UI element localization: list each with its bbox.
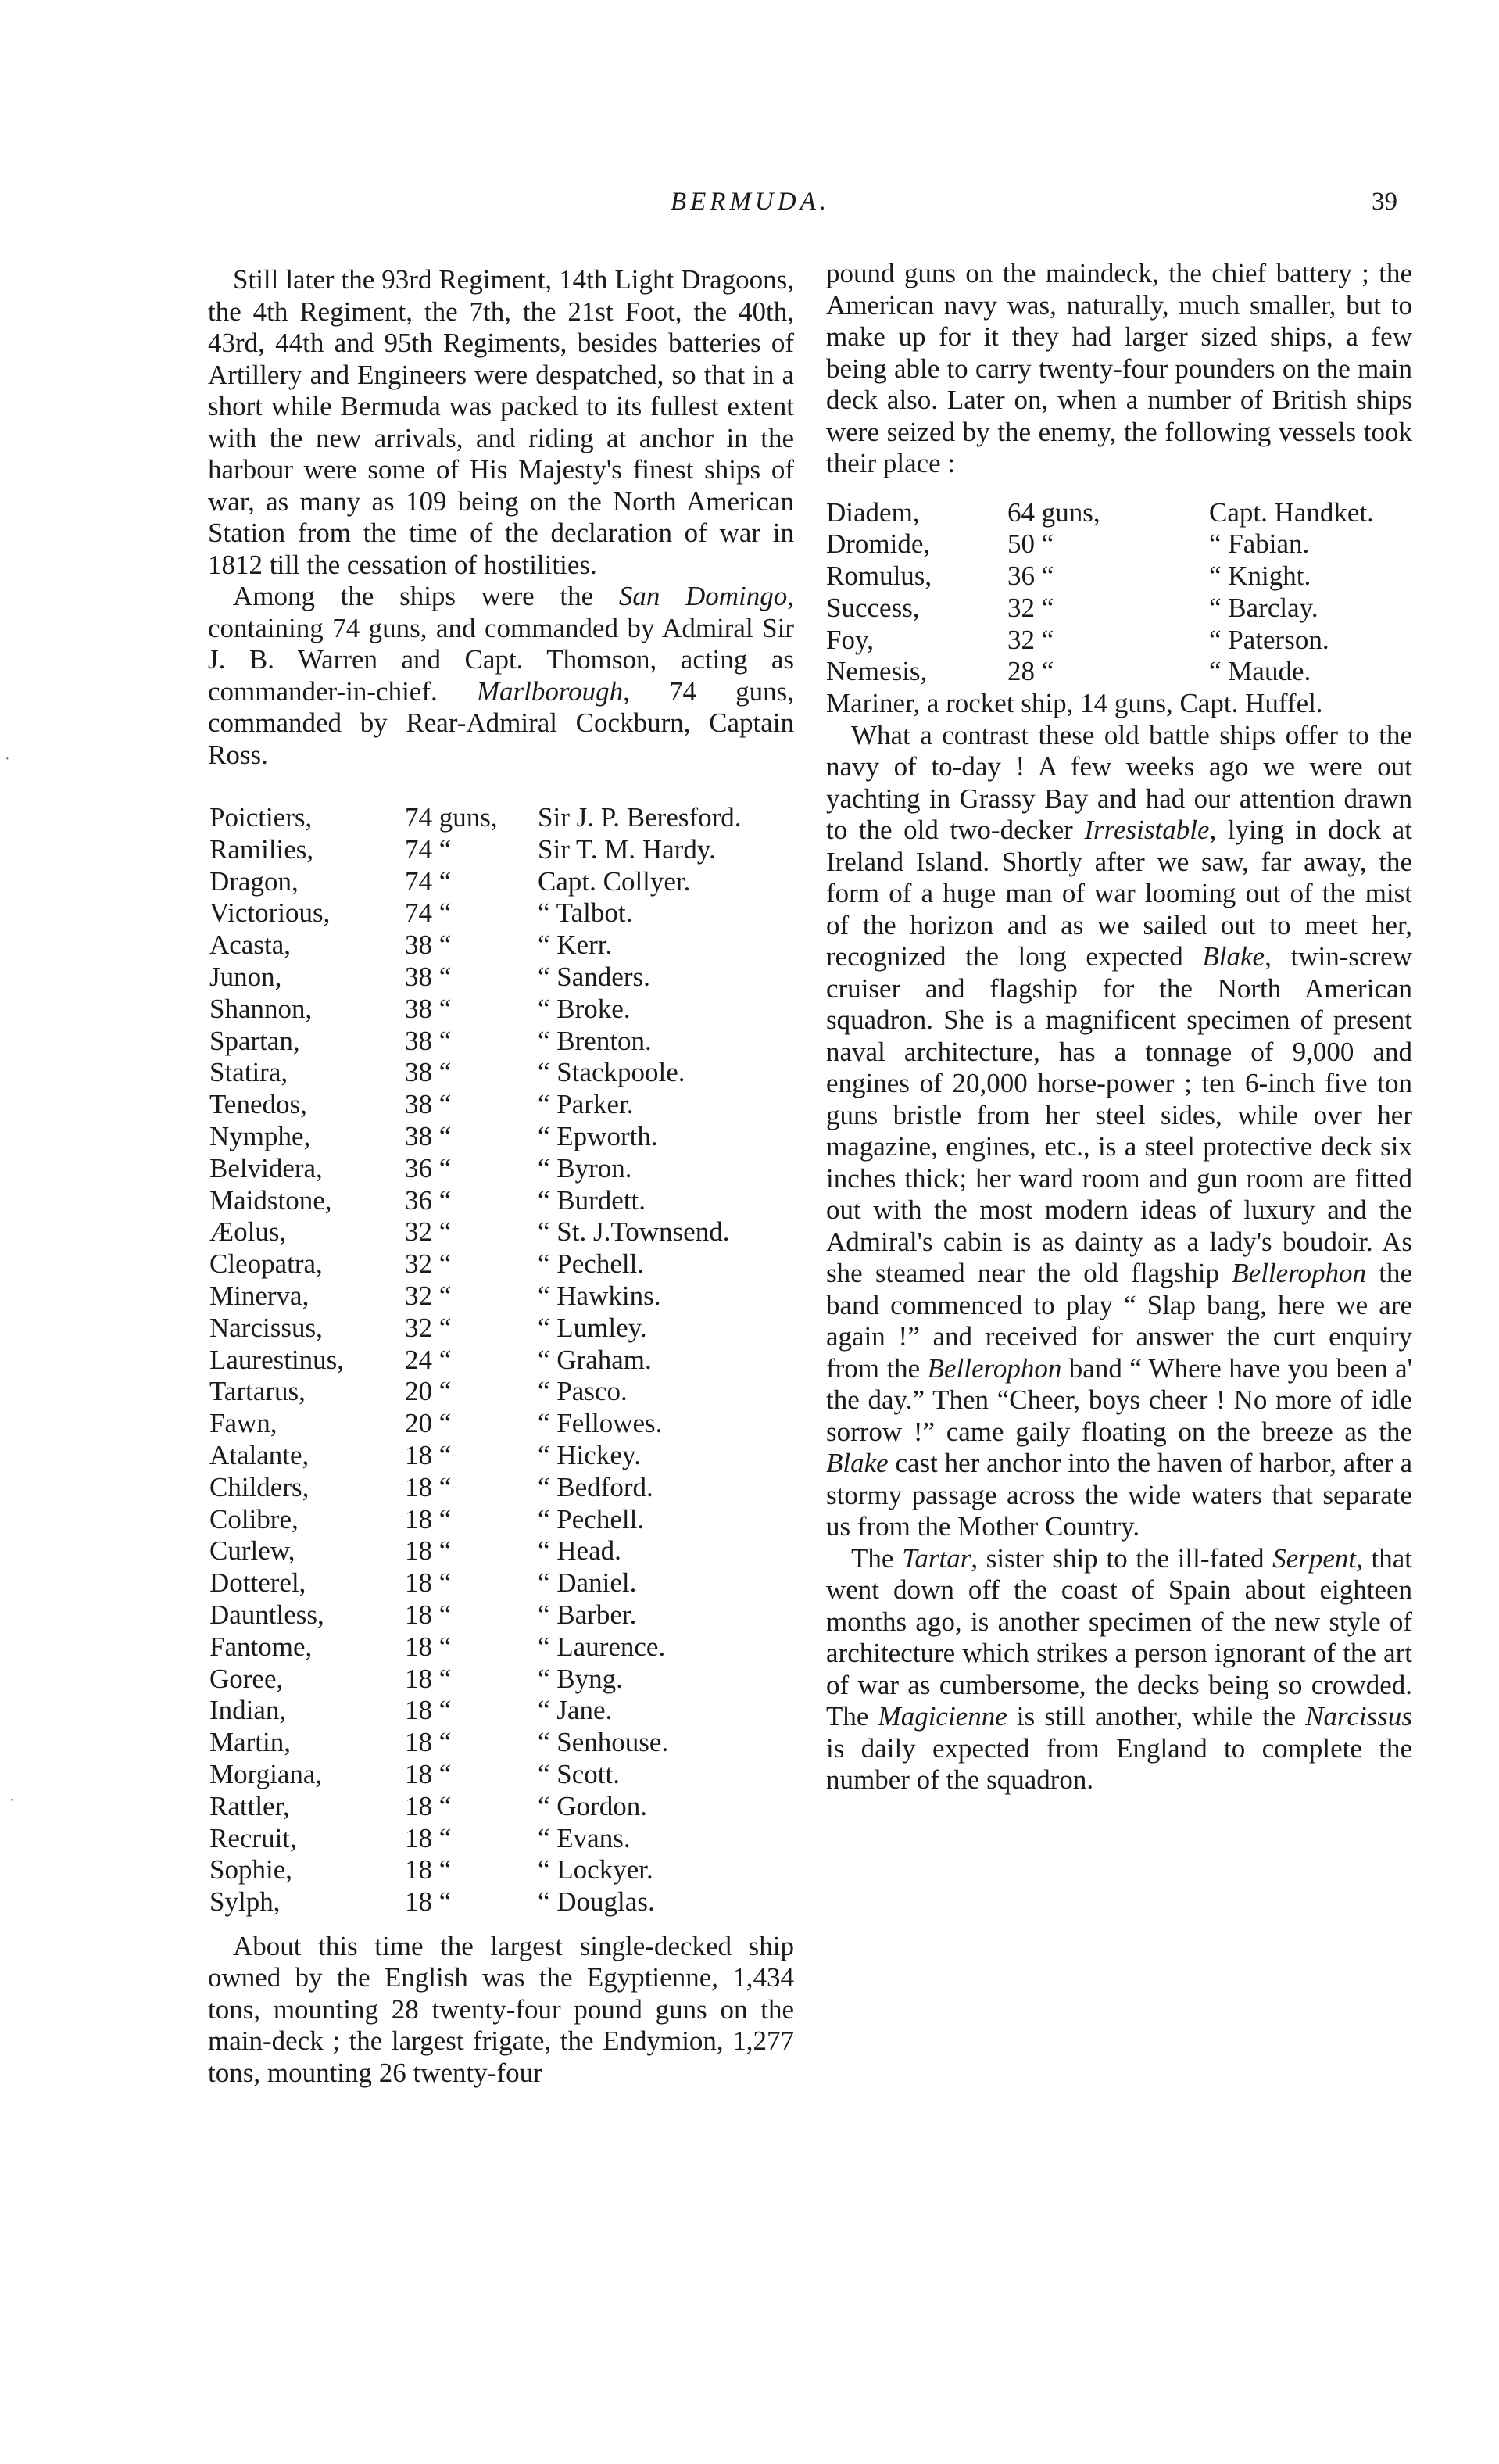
commander: “ Laurence. (538, 1631, 666, 1662)
ship-name: Martin, (209, 1727, 292, 1758)
text-run: , lying in dock at Ireland Island. Shortly after we saw, far away, the form of a huge man of war looming out of the mist of the horizon and as we sailed out to meet her, recognized the long expected (826, 815, 1412, 972)
guns-count: 36 “ (405, 1184, 452, 1216)
running-head (0, 188, 1499, 227)
commander: “ Gordon. (538, 1790, 647, 1821)
text-run: The (851, 1542, 903, 1574)
guns-count: 36 “ (405, 1152, 452, 1184)
commander: “ Talbot. (538, 897, 633, 929)
text-run: , that went down off the coast of Spain about eighteen months ago, is another specimen of the new style of architecture which strikes a person ignorant of the art of war as cumbersome, the decks being so crowded. The (826, 1542, 1413, 1732)
guns-count: 38 “ (405, 961, 452, 992)
commander: “ Epworth. (538, 1120, 658, 1151)
ship-name: Colibre, (209, 1503, 299, 1535)
commander: “ Sanders. (538, 961, 650, 992)
guns-count: 38 “ (405, 1120, 452, 1151)
paragraph-american-navy: pound guns on the maindeck, the chief battery ; the American navy was, naturally, much smaller, but to make up for it they had larger sized ships, a few being able to carry twenty-four pounders on the main deck also. Later on, when a number of British ships were seized by the enemy, the following vessels took their place : (826, 258, 1412, 478)
fleet-row (209, 1504, 742, 1536)
fleet-row (209, 1886, 742, 1918)
fleet-row (209, 1472, 742, 1504)
guns-count: 64 guns, (1007, 496, 1100, 528)
ship-name: Shannon, (209, 993, 313, 1024)
commander: “ Byron. (538, 1152, 632, 1184)
fleet-row (209, 897, 742, 929)
fleet-row (209, 1248, 742, 1280)
guns-count: 36 “ (1007, 560, 1054, 592)
ship-name: Acasta, (209, 929, 291, 961)
fleet-row (826, 497, 1374, 529)
ship-name: Diadem, (826, 496, 920, 528)
fleet-row (209, 834, 742, 866)
commander: “ Paterson. (1209, 624, 1329, 655)
fleet-row (209, 1567, 742, 1599)
text-run: , 74 guns, commanded by Rear-Admiral Cockburn, Captain Ross. (208, 675, 794, 770)
fleet-row (209, 994, 742, 1026)
fleet-row (209, 1185, 742, 1217)
ship-name: Dragon, (209, 865, 299, 897)
fleet-row (209, 1631, 742, 1664)
ship-name: Indian, (209, 1695, 287, 1726)
commander: “ Head. (538, 1535, 621, 1567)
fleet-row (826, 656, 1374, 688)
commander: “ Kerr. (538, 929, 613, 961)
guns-count: 20 “ (405, 1376, 452, 1407)
guns-count: 18 “ (405, 1503, 452, 1535)
fleet-row (209, 1823, 742, 1855)
guns-count: 74 “ (405, 865, 452, 897)
ship-name: Dromide, (826, 528, 931, 560)
ship-name: Minerva, (209, 1280, 309, 1311)
ship-name: Junon, (209, 961, 282, 992)
mariner-entry: Mariner, a rocket ship, 14 guns, Capt. Huffel. (826, 688, 1323, 719)
guns-count: 38 “ (405, 993, 452, 1024)
ship-name: Recruit, (209, 1822, 297, 1853)
ship-name-italic: Narcissus (1305, 1701, 1412, 1732)
guns-count: 18 “ (405, 1886, 452, 1918)
ship-name: Romulus, (826, 560, 932, 592)
ship-name-italic: Serpent (1272, 1542, 1357, 1574)
ship-name: Atalante, (209, 1439, 309, 1470)
paragraph-largest-ship: About this time the largest single-decked ship owned by the English was the Egyptienne, 1,434 tons, mounting 28 twenty-four pound guns on the main-deck ; the largest frigate, the Endymion, 1,277 tons, mounting 26 twenty-four (208, 1930, 794, 2088)
commander: “ Daniel. (538, 1567, 637, 1599)
guns-count: 18 “ (405, 1567, 452, 1599)
commander: “ Parker. (538, 1089, 634, 1120)
ship-name: Curlew, (209, 1535, 295, 1567)
guns-count: 24 “ (405, 1344, 452, 1375)
guns-count: 32 “ (405, 1312, 452, 1343)
ship-name: Victorious, (209, 897, 331, 929)
commander: “ Stackpoole. (538, 1057, 685, 1088)
text-run: band “ Where have you been a' the day.” Then “Cheer, boys cheer ! No more of idle sorrow !” came gaily floating on the breeze as the (826, 1352, 1412, 1447)
fleet-row (209, 962, 742, 994)
commander: “ Broke. (538, 993, 631, 1024)
guns-count: 18 “ (405, 1439, 452, 1470)
commander: Capt. Collyer. (538, 865, 691, 897)
ship-name: Fantome, (209, 1631, 313, 1662)
ship-name-italic: Bellerophon (1232, 1258, 1366, 1289)
guns-count: 74 “ (405, 897, 452, 929)
commander: “ Brenton. (538, 1025, 652, 1056)
commander: “ Graham. (538, 1344, 652, 1375)
text-run: is still another, while the (1007, 1701, 1306, 1732)
commander: “ Pasco. (538, 1376, 628, 1407)
ship-name: Laurestinus, (209, 1344, 345, 1375)
fleet-row (209, 1759, 742, 1791)
ship-name: Nemesis, (826, 656, 928, 687)
fleet-row (826, 528, 1374, 560)
guns-count: 38 “ (405, 1025, 452, 1056)
commander: “ Lockyer. (538, 1854, 653, 1886)
margin-dot: · (9, 1792, 15, 1809)
guns-count: 38 “ (405, 1057, 452, 1088)
ship-name: Spartan, (209, 1025, 300, 1056)
ship-name: Dauntless, (209, 1599, 324, 1630)
commander: “ Hickey. (538, 1439, 641, 1470)
ship-name-italic: Blake (1202, 941, 1265, 972)
fleet-row (826, 593, 1374, 625)
guns-count: 18 “ (405, 1727, 452, 1758)
guns-count: 32 “ (405, 1216, 452, 1248)
ship-name-italic: Marlborough (476, 675, 624, 707)
ship-name: Maidstone, (209, 1184, 332, 1216)
ship-name-italic: San Domingo (618, 581, 788, 611)
commander: “ Evans. (538, 1822, 631, 1853)
ship-name: Childers, (209, 1471, 309, 1502)
commander: “ Knight. (1209, 560, 1311, 592)
fleet-row (209, 1376, 742, 1408)
commander: “ Pechell. (538, 1503, 645, 1535)
fleet-row (826, 560, 1374, 593)
paragraph-tartar (826, 1543, 1412, 1796)
ship-name: Narcissus, (209, 1312, 323, 1343)
guns-count: 18 “ (405, 1663, 452, 1694)
guns-count: 32 “ (1007, 592, 1054, 623)
fleet-row (209, 1408, 742, 1440)
guns-count: 18 “ (405, 1854, 452, 1886)
fleet-row (209, 1089, 742, 1121)
guns-count: 38 “ (405, 1089, 452, 1120)
fleet-row (209, 1791, 742, 1823)
text-run: cast her anchor into the haven of harbor, after a stormy passage across the wide waters that separate us from the Mother Country. (826, 1448, 1412, 1542)
commander: “ St. J.Townsend. (538, 1216, 730, 1248)
commander: Capt. Handket. (1209, 496, 1374, 528)
ship-name-italic: Blake (826, 1448, 889, 1479)
guns-count: 18 “ (405, 1599, 452, 1630)
fleet-row (826, 625, 1374, 657)
ship-name-italic: Tartar (902, 1542, 971, 1574)
guns-count: 28 “ (1007, 656, 1054, 687)
ship-name: Poictiers, (209, 802, 313, 833)
paragraph-ships-intro (208, 581, 794, 771)
commander: “ Douglas. (538, 1886, 655, 1918)
fleet-table-replacements (826, 497, 1374, 689)
fleet-row (209, 1727, 742, 1759)
commander: “ Bedford. (538, 1471, 653, 1502)
ship-name-italic: Irresistable (1084, 815, 1210, 846)
fleet-row (209, 1440, 742, 1472)
ship-name-italic: Bellerophon (927, 1352, 1062, 1384)
guns-count: 32 “ (1007, 624, 1054, 655)
fleet-row (209, 1313, 742, 1345)
ship-name: Goree, (209, 1663, 284, 1694)
ship-name-italic: Magicienne (878, 1701, 1007, 1732)
guns-count: 74 “ (405, 833, 452, 865)
ship-name: Cleopatra, (209, 1248, 323, 1280)
ship-name: Tartarus, (209, 1376, 306, 1407)
ship-name: Success, (826, 592, 920, 623)
guns-count: 18 “ (405, 1535, 452, 1567)
guns-count: 32 “ (405, 1280, 452, 1311)
ship-name: Belvidera, (209, 1152, 323, 1184)
text-run: What a contrast these old battle ships offer to the navy of to-day ! A few weeks ago we were out yachting in Grassy Bay and had our attention drawn to the old two-decker (826, 719, 1412, 846)
fleet-row (209, 1121, 742, 1153)
ship-name: Æolus, (209, 1216, 287, 1248)
guns-count: 18 “ (405, 1822, 452, 1853)
fleet-row (209, 1057, 742, 1089)
fleet-row (209, 1026, 742, 1058)
left-column (208, 264, 794, 2089)
ship-name: Fawn, (209, 1408, 277, 1439)
commander: “ Barber. (538, 1599, 637, 1630)
ship-name: Sylph, (209, 1886, 281, 1918)
text-run: , twin-screw cruiser and flagship for the North American squadron. She is a magnificent specimen of present naval architecture, has a tonnage of 9,000 and engines of 20,000 horse-power ; ten 6-inch five ton guns bristle from her steel sides, while over her magazine, engines, etc., is a steel protective deck six inches thick; her ward room and gun room are fitted out with the most modern ideas of luxury and the Admiral's cabin is as dainty as a lady's boudoir. As she steamed near the old flagship (826, 941, 1412, 1289)
paragraph-contrast (826, 720, 1412, 1543)
commander: “ Fabian. (1209, 528, 1310, 560)
fleet-row (209, 1854, 742, 1886)
ship-name: Dotterel, (209, 1567, 306, 1599)
commander: “ Pechell. (538, 1248, 645, 1280)
text-run: is daily expected from England to complete the number of the squadron. (826, 1732, 1412, 1796)
guns-count: 18 “ (405, 1695, 452, 1726)
commander: “ Fellowes. (538, 1408, 663, 1439)
commander: “ Scott. (538, 1758, 620, 1789)
commander: “ Maude. (1209, 656, 1311, 687)
guns-count: 18 “ (405, 1471, 452, 1502)
text-run: the band commenced to play “ Slap bang, here we are again !” and received for answer the curt enquiry from the (826, 1258, 1413, 1384)
guns-count: 74 guns, (405, 802, 498, 833)
guns-count: 18 “ (405, 1758, 452, 1789)
guns-count: 50 “ (1007, 528, 1054, 560)
fleet-row (209, 1280, 742, 1313)
ship-name: Foy, (826, 624, 874, 655)
ship-name: Morgiana, (209, 1758, 323, 1789)
fleet-row (209, 1535, 742, 1567)
ship-name: Nymphe, (209, 1120, 311, 1151)
guns-count: 38 “ (405, 929, 452, 961)
text-run: , sister ship to the ill-fated (971, 1542, 1273, 1574)
fleet-row (209, 1664, 742, 1696)
ship-name: Ramilies, (209, 833, 314, 865)
commander: “ Byng. (538, 1663, 623, 1694)
ship-name: Sophie, (209, 1854, 292, 1886)
paragraph-regiments: Still later the 93rd Regiment, 14th Light Dragoons, the 4th Regiment, the 7th, the 21st Foot, the 40th, 43rd, 44th and 95th Regiments, besides batteries of Artillery and Engineers were despatched, so that in a short while Bermuda was packed to its fullest extent with the new arrivals, and riding at anchor in the harbour were some of His Majesty's finest ships of war, as many as 109 being on the North American Station from the time of the declaration of war in 1812 till the cessation of hostilities. (208, 264, 794, 580)
text-run: Among the ships were the (233, 581, 619, 611)
fleet-row (209, 1345, 742, 1377)
guns-count: 20 “ (405, 1408, 452, 1439)
right-column (826, 258, 1412, 1796)
ship-name: Rattler, (209, 1790, 290, 1821)
commander: “ Lumley. (538, 1312, 647, 1343)
page-number: 39 (1372, 188, 1397, 216)
commander: Sir T. M. Hardy. (538, 833, 716, 865)
commander: “ Barclay. (1209, 592, 1318, 623)
commander: Sir J. P. Beresford. (538, 802, 742, 833)
margin-dot: · (5, 750, 10, 768)
fleet-row (209, 866, 742, 898)
fleet-row (209, 802, 742, 834)
guns-count: 18 “ (405, 1790, 452, 1821)
ship-name: Statira, (209, 1057, 288, 1088)
fleet-table-1812 (209, 802, 742, 1918)
fleet-row (209, 929, 742, 962)
fleet-row (209, 1216, 742, 1248)
fleet-row (209, 1153, 742, 1185)
ship-name: Tenedos, (209, 1089, 307, 1120)
commander: “ Jane. (538, 1695, 613, 1726)
running-title: BERMUDA. (670, 188, 831, 216)
text-run: , containing 74 guns, and commanded by Admiral Sir J. B. Warren and Capt. Thomson, acting as commander-in-chief. (208, 581, 795, 707)
fleet-row (209, 1599, 742, 1631)
commander: “ Hawkins. (538, 1280, 661, 1311)
guns-count: 18 “ (405, 1631, 452, 1662)
commander: “ Burdett. (538, 1184, 646, 1216)
commander: “ Senhouse. (538, 1727, 669, 1758)
fleet-row (209, 1695, 742, 1727)
guns-count: 32 “ (405, 1248, 452, 1280)
